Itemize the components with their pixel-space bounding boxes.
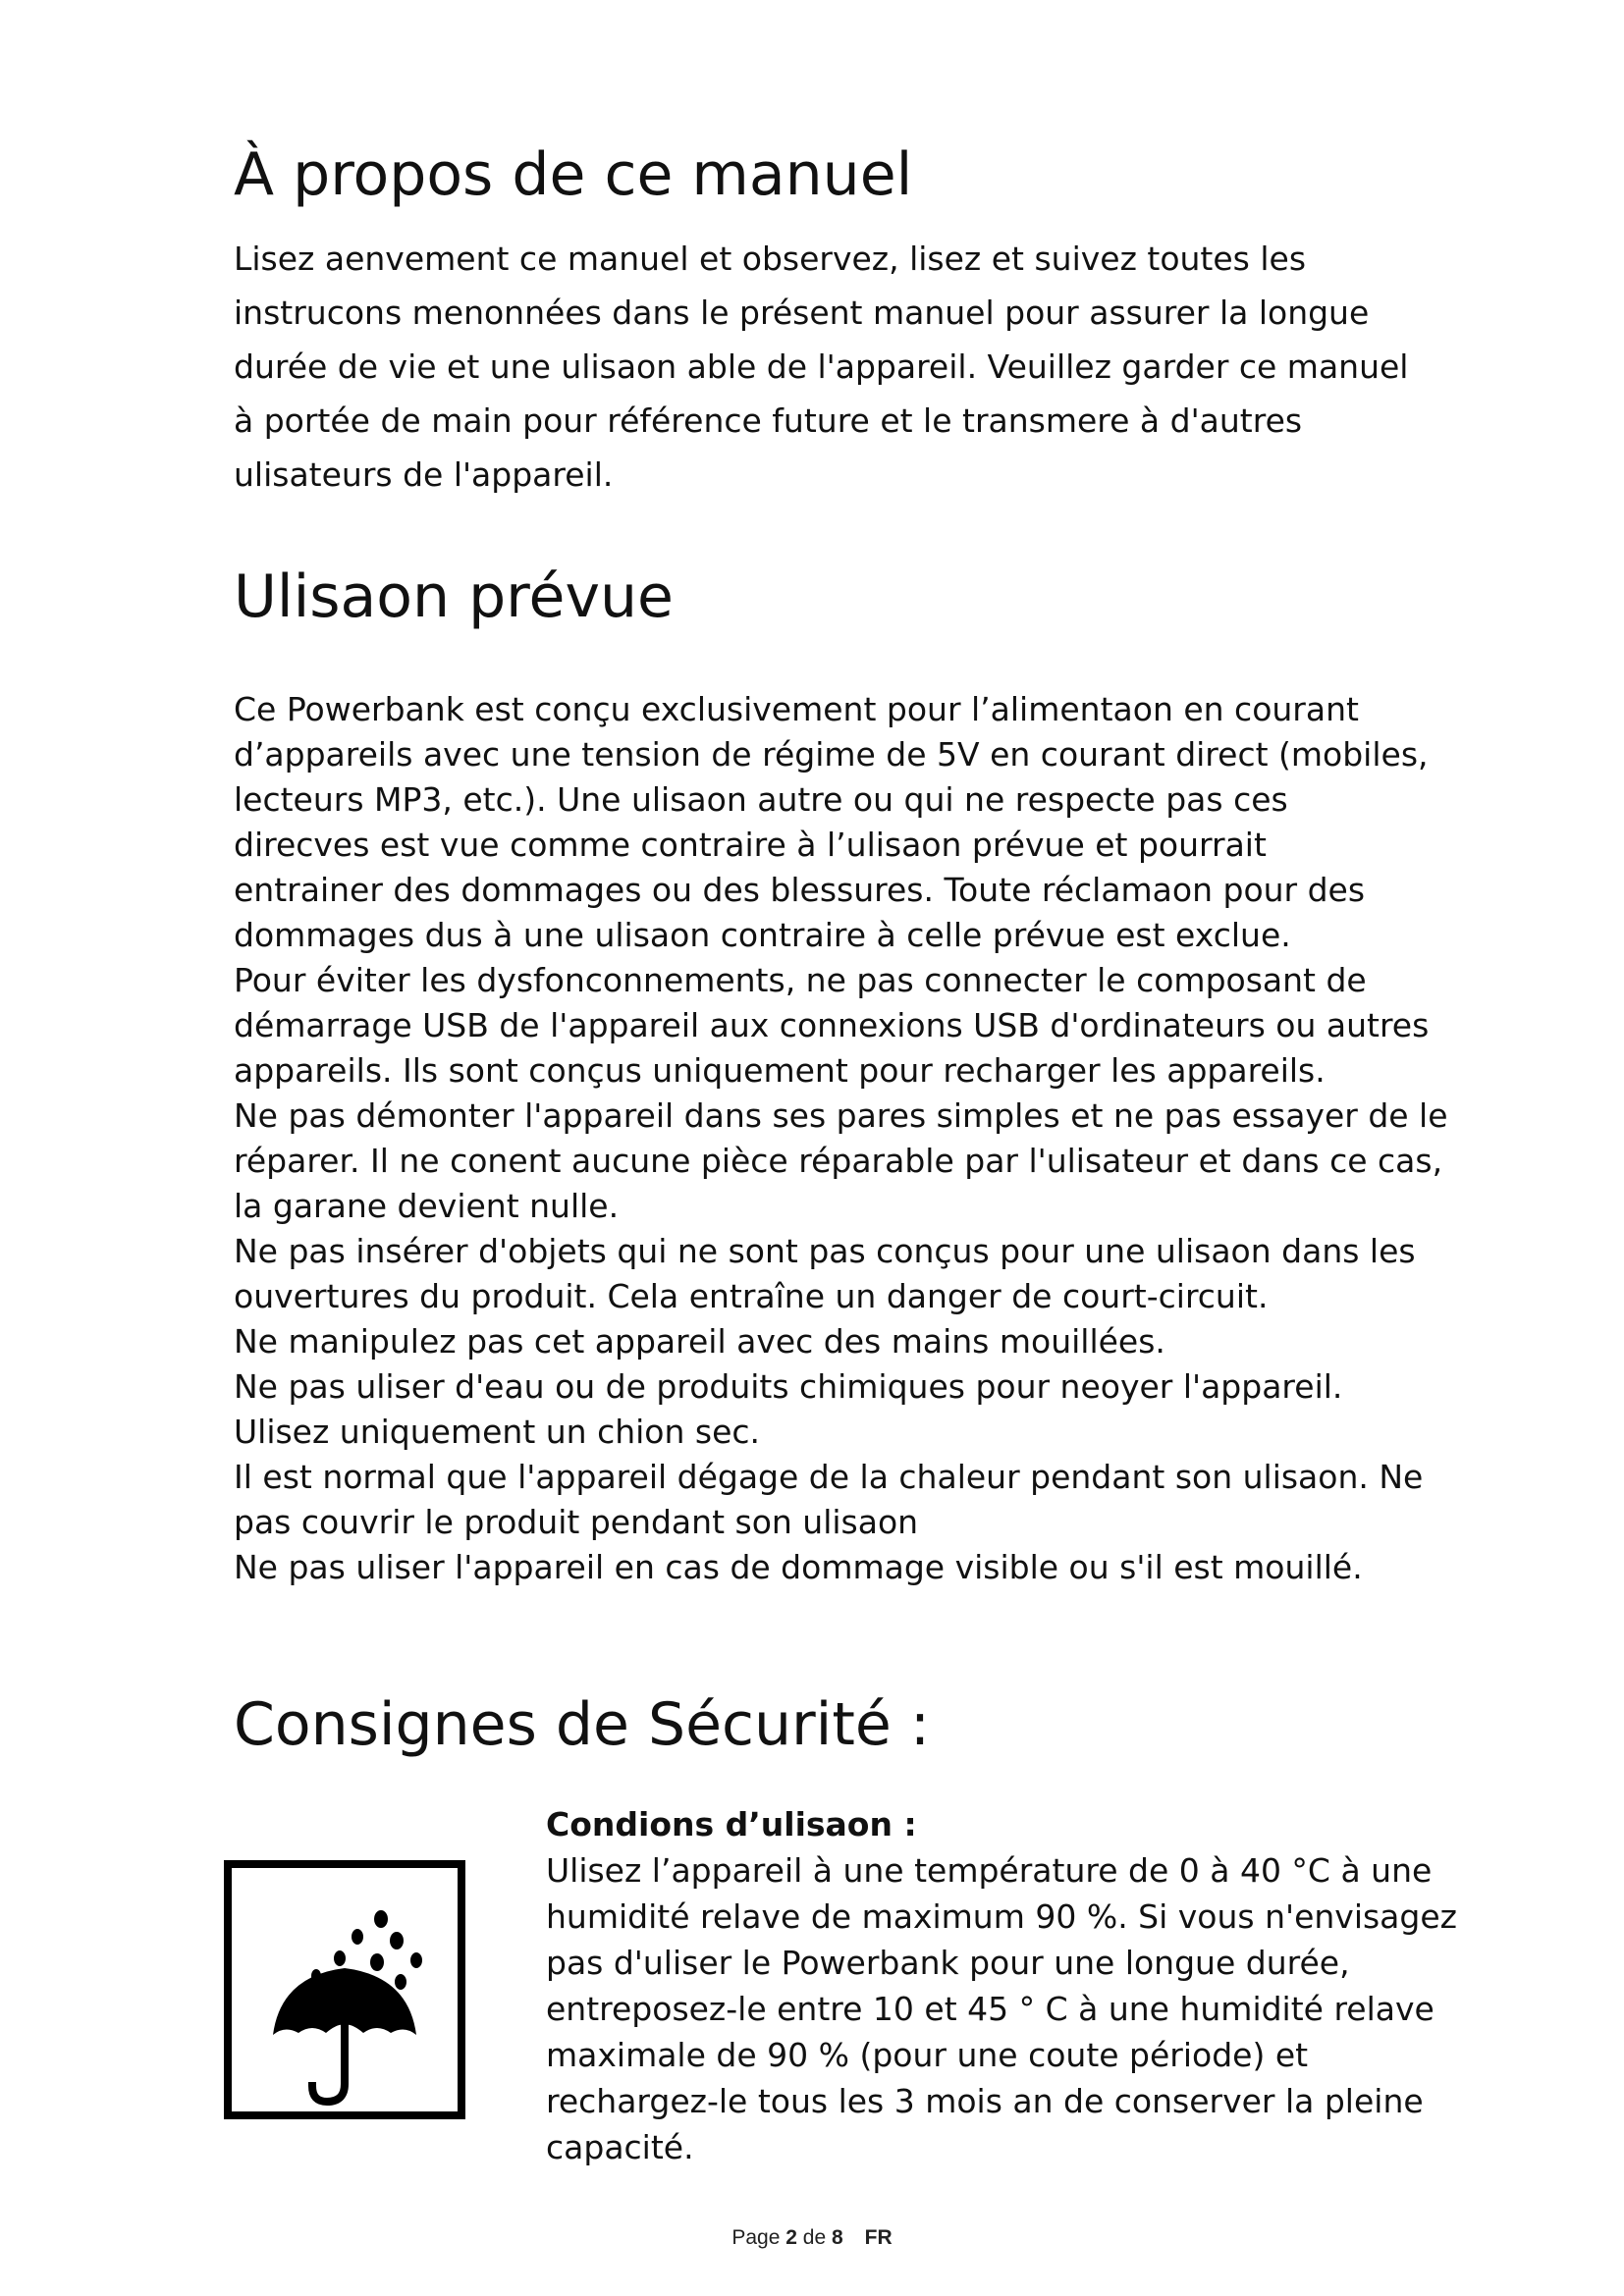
text-line: lecteurs MP3, etc.). Une ulisaon autre ou qui ne respecte pas ces: [234, 780, 1288, 819]
text-line: durée de vie et une ulisaon able de l'appareil. Veuillez garder ce manuel: [234, 347, 1409, 386]
text-line: ulisateurs de l'appareil.: [234, 455, 614, 494]
keep-dry-umbrella-icon: [224, 1860, 465, 2119]
text-line: Pour éviter les dysfonconnements, ne pas connecter le composant de: [234, 961, 1367, 999]
page-word: Page: [731, 2226, 781, 2249]
text-line: Ne pas uliser d'eau ou de produits chimiques pour neoyer l'appareil.: [234, 1367, 1343, 1406]
text-line: Ne pas insérer d'objets qui ne sont pas conçus pour une ulisaon dans les: [234, 1232, 1416, 1270]
text-line: rechargez-le tous les 3 mois an de conserver la pleine: [546, 2082, 1424, 2120]
text-line: pas couvrir le produit pendant son ulisaon: [234, 1503, 919, 1541]
page-footer: [0, 2226, 1624, 2250]
text-line: dommages dus à une ulisaon contraire à celle prévue est exclue.: [234, 916, 1291, 954]
text-line: d’appareils avec une tension de régime de 5V en courant direct (mobiles,: [234, 735, 1429, 774]
text-line: entrainer des dommages ou des blessures. Toute réclamaon pour des: [234, 871, 1366, 909]
about-manual-paragraph: [234, 232, 1409, 502]
text-line: Ce Powerbank est conçu exclusivement pour l’alimentaon en courant: [234, 690, 1359, 728]
section-title-about-manual: À propos de ce manuel: [234, 140, 913, 209]
text-line: Lisez aenvement ce manuel et observez, lisez et suivez toutes les: [234, 240, 1307, 278]
language-code: FR: [864, 2226, 893, 2249]
text-line: humidité relave de maximum 90 %. Si vous n'envisagez: [546, 1897, 1457, 1936]
text-line: ouvertures du produit. Cela entraîne un danger de court-circuit.: [234, 1277, 1269, 1315]
usage-conditions-block: [546, 1801, 1457, 2170]
text-line: instrucons menonnées dans le présent manuel pour assurer la longue: [234, 294, 1370, 332]
page-current: 2: [785, 2226, 797, 2249]
text-line: entreposez-le entre 10 et 45 ° C à une humidité relave: [546, 1990, 1435, 2028]
text-line: appareils. Ils sont conçus uniquement pour recharger les appareils.: [234, 1051, 1326, 1090]
text-line: direcves est vue comme contraire à l’ulisaon prévue et pourrait: [234, 826, 1267, 864]
text-line: Ulisez uniquement un chion sec.: [234, 1413, 761, 1451]
text-line: Ne pas démonter l'appareil dans ses pares simples et ne pas essayer de le: [234, 1096, 1448, 1135]
text-line: pas d'uliser le Powerbank pour une longue durée,: [546, 1944, 1350, 1982]
text-line: démarrage USB de l'appareil aux connexions USB d'ordinateurs ou autres: [234, 1006, 1430, 1044]
section-title-intended-use: Ulisaon prévue: [234, 562, 674, 631]
text-line: la garane devient nulle.: [234, 1187, 620, 1225]
page-total: 8: [831, 2226, 843, 2249]
intended-use-paragraph: [234, 687, 1448, 1590]
text-line: maximale de 90 % (pour une coute période) et: [546, 2036, 1309, 2074]
usage-conditions-title: Condions d’ulisaon :: [546, 1805, 917, 1843]
text-line: réparer. Il ne conent aucune pièce réparable par l'ulisateur et dans ce cas,: [234, 1142, 1443, 1180]
text-line: Ne pas uliser l'appareil en cas de dommage visible ou s'il est mouillé.: [234, 1548, 1363, 1586]
text-line: Ne manipulez pas cet appareil avec des mains mouillées.: [234, 1322, 1165, 1361]
text-line: Ulisez l’appareil à une température de 0 à 40 °C à une: [546, 1851, 1433, 1890]
text-line: capacité.: [546, 2128, 694, 2166]
section-title-safety: Consignes de Sécurité :: [234, 1690, 931, 1759]
of-word: de: [802, 2226, 827, 2249]
text-line: à portée de main pour référence future et le transmere à d'autres: [234, 401, 1303, 440]
text-line: Il est normal que l'appareil dégage de la chaleur pendant son ulisaon. Ne: [234, 1458, 1424, 1496]
